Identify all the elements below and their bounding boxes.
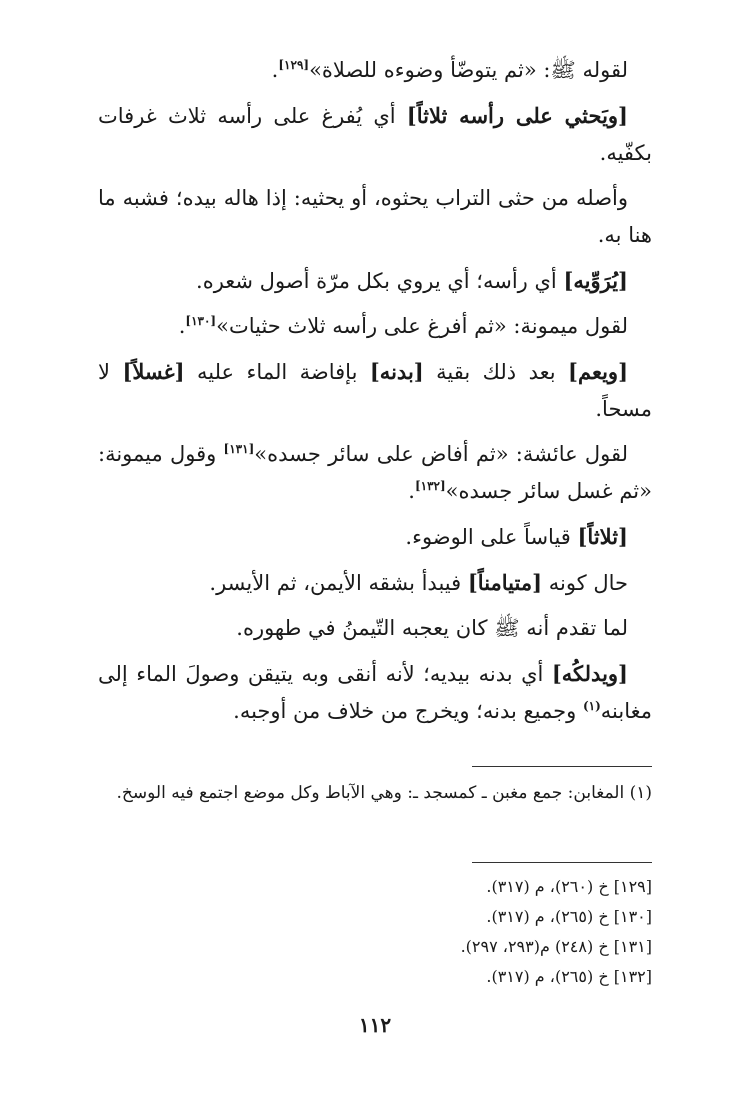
text-segment: . <box>178 314 186 338</box>
footnote-separator <box>472 766 652 767</box>
text-segment: لا مسحاً. <box>98 360 652 421</box>
reference-item: [١٣٢] خ (٢٦٥)، م (٣١٧). <box>486 967 652 986</box>
page-number: ١١٢ <box>358 1013 392 1037</box>
paragraph <box>98 564 652 602</box>
paragraph <box>98 308 652 345</box>
paragraph <box>98 436 652 510</box>
paragraph <box>98 180 652 254</box>
text-segment: حال كونه <box>542 571 628 595</box>
text-segment: وجميع بدنه؛ ويخرج من خلاف من أوجبه. <box>233 699 583 723</box>
matn-term: [ويَحثي على رأسه ثلاثاً] <box>406 103 628 128</box>
paragraph <box>98 610 652 647</box>
footnote: (١) المغابن: جمع مغبن ـ كمسجد ـ: وهي الآباط وكل موضع اجتمع فيه الوسخ. <box>116 783 652 803</box>
matn-term: [غسلاً] <box>122 359 185 384</box>
text-segment: لقوله ﷺ: «ثم يتوضّأ وضوءه للصلاة» <box>309 58 628 82</box>
text-segment: أي يُفرغ على رأسه ثلاث غرفات بكفّيه. <box>98 104 652 165</box>
paragraph <box>98 97 652 172</box>
reference-marker: (١) <box>582 699 601 713</box>
reference-item: [١٢٩] خ (٢٦٠)، م (٣١٧). <box>486 877 652 896</box>
text-segment: لقول عائشة: «ثم أفاض على سائر جسده» <box>254 442 628 466</box>
matn-term: [ويدلكُه] <box>551 661 628 686</box>
reference-marker: [١٣٢] <box>414 479 446 493</box>
text-segment: وقول ميمونة: «ثم غسل سائر جسده» <box>98 442 652 503</box>
text-segment: بعد ذلك بقية <box>423 360 569 384</box>
reference-item: [١٣١] خ (٢٤٨) م(٢٩٣، ٢٩٧). <box>460 937 652 956</box>
reference-item: [١٣٠] خ (٢٦٥)، م (٣١٧). <box>486 907 652 926</box>
hadith-references <box>98 872 652 992</box>
paragraph <box>98 353 652 428</box>
reference-marker: [١٢٩] <box>278 58 310 72</box>
paragraph <box>98 518 652 556</box>
text-segment: لما تقدم أنه ﷺ كان يعجبه التّيمنُ في طهوره. <box>236 616 628 640</box>
matn-term: [ويعم] <box>568 359 629 384</box>
reference-marker: [١٣١] <box>223 442 255 456</box>
reference-marker: [١٣٠] <box>185 314 217 328</box>
matn-term: [يُرَوِّيه] <box>563 268 628 293</box>
text-segment: قياساً على الوضوء. <box>405 525 578 549</box>
matn-term: [بدنه] <box>369 359 424 384</box>
paragraph <box>98 655 652 730</box>
paragraph <box>98 52 652 89</box>
paragraph <box>98 262 652 300</box>
references-separator <box>472 862 652 863</box>
matn-term: [ثلاثاً] <box>577 524 628 549</box>
text-segment: أي بدنه بيديه؛ لأنه أنقى وبه يتيقن وصولَ الماء إلى مغابنه <box>98 662 652 723</box>
text-segment: فيبدأ بشقه الأيمن، ثم الأيسر. <box>209 571 468 595</box>
text-segment: وأصله من حثى التراب يحثوه، أو يحثيه: إذا هاله بيده؛ فشبه ما هنا به. <box>98 186 652 247</box>
matn-term: [متيامناً] <box>467 570 543 595</box>
main-text <box>98 52 652 730</box>
text-segment: . <box>408 479 415 503</box>
text-segment: بإفاضة الماء عليه <box>184 360 370 384</box>
text-segment: . <box>271 58 279 82</box>
text-segment: لقول ميمونة: «ثم أفرغ على رأسه ثلاث حثيات» <box>216 314 628 338</box>
text-segment: أي رأسه؛ أي يروي بكل مرّة أصول شعره. <box>196 269 564 293</box>
